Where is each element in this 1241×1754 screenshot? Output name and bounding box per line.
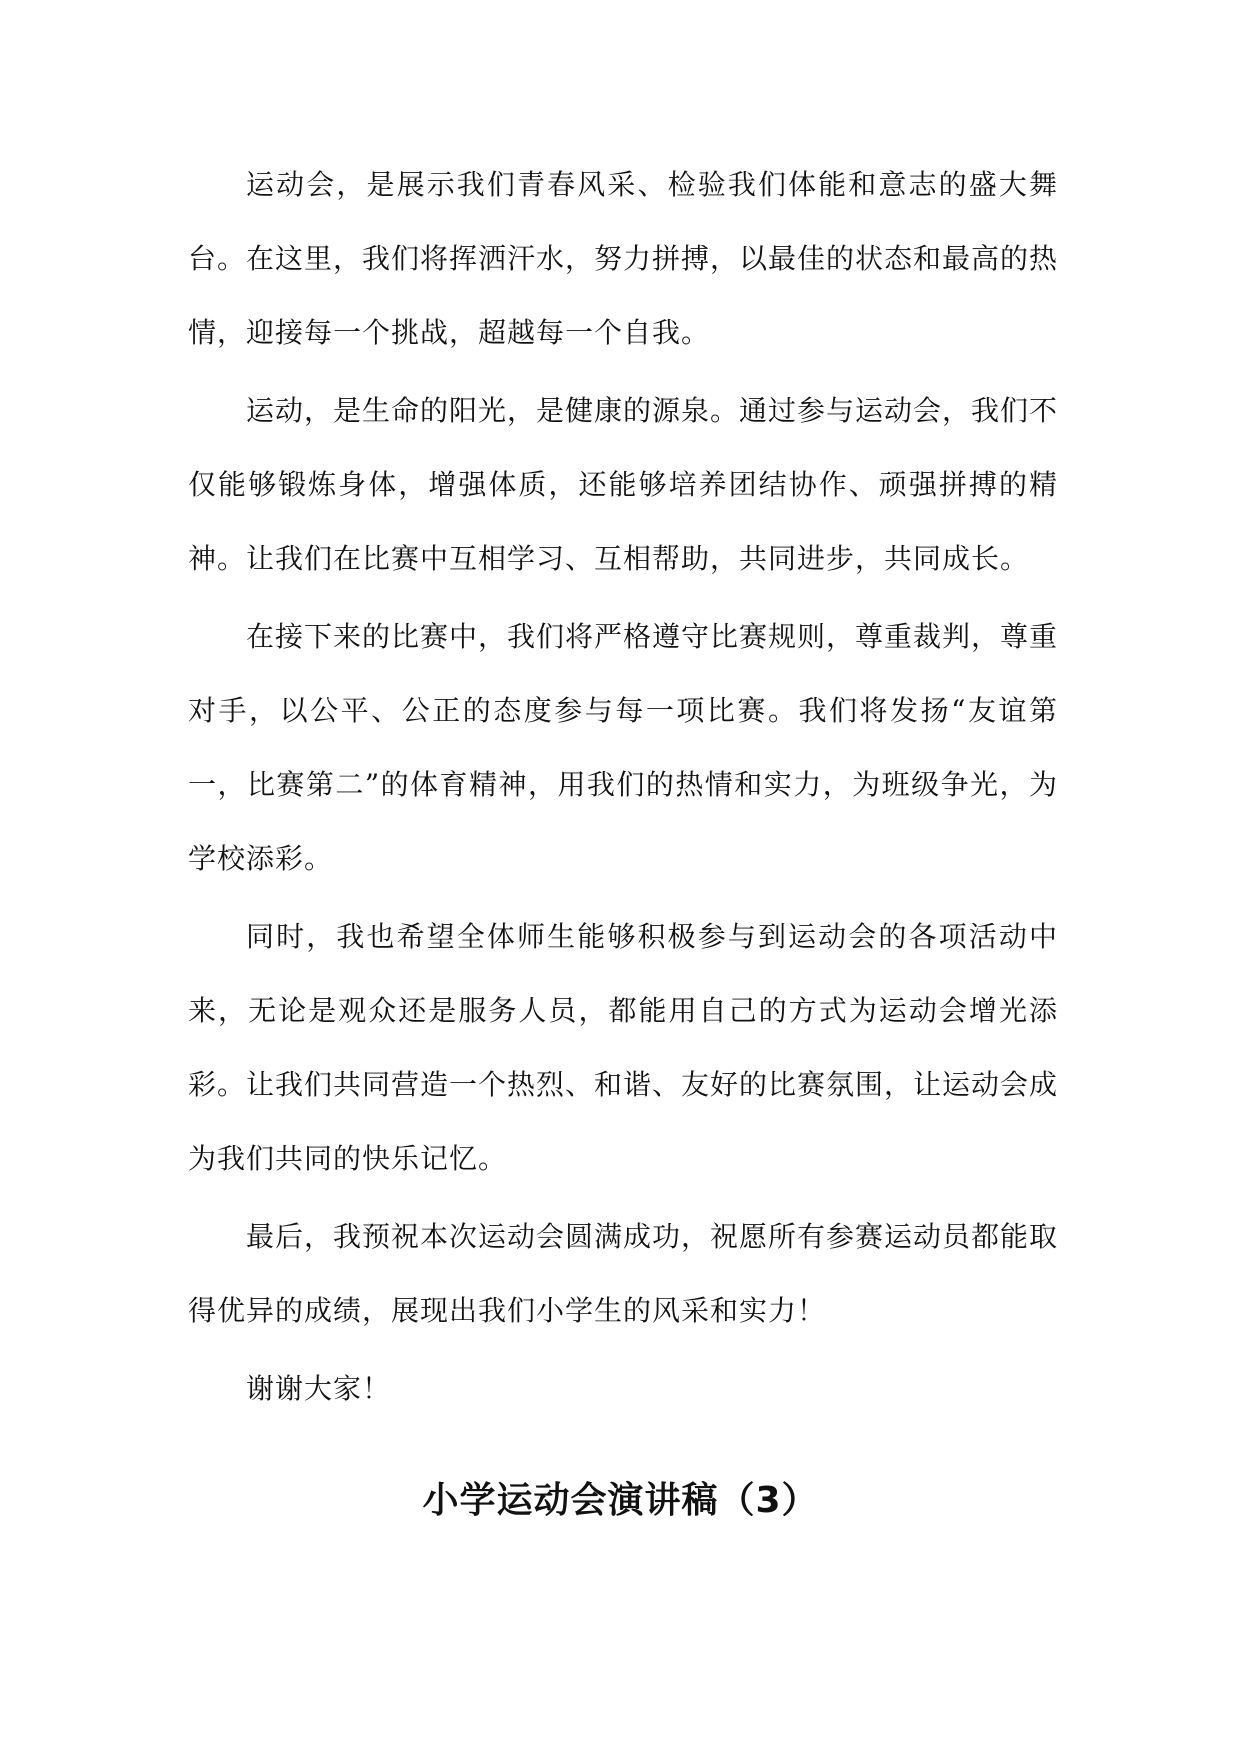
section-title: 小学运动会演讲稿（3） <box>422 1480 819 1521</box>
paragraph-fair-play: 在接下来的比赛中，我们将严格遵守比赛规则，尊重裁判，尊重对手，以公平、公正的态度参与每一项比赛。我们将发扬“友谊第一，比赛第二”的体育精神，用我们的热情和实力，为班级争光，为学校添彩。 <box>188 620 1059 875</box>
paragraph-opening: 运动会，是展示我们青春风采、检验我们体能和意志的盛大舞台。在这里，我们将挥洒汗水，努力拼搏，以最佳的状态和最高的热情，迎接每一个挑战，超越每一个自我。 <box>188 168 1059 349</box>
paragraph-thanks: 谢谢大家！ <box>246 1372 392 1405</box>
paragraph-participation: 同时，我也希望全体师生能够积极参与到运动会的各项活动中来，无论是观众还是服务人员，都能用自己的方式为运动会增光添彩。让我们共同营造一个热烈、和谐、友好的比赛氛围，让运动会成为我们共同的快乐记忆。 <box>188 920 1059 1175</box>
document-body <box>188 148 1058 1430</box>
paragraph-wishes: 最后，我预祝本次运动会圆满成功，祝愿所有参赛运动员都能取得优异的成绩，展现出我们小学生的风采和实力！ <box>188 1220 1059 1327</box>
paragraph-sport-meaning: 运动，是生命的阳光，是健康的源泉。通过参与运动会，我们不仅能够锻炼身体，增强体质，还能够培养团结协作、顽强拼搏的精神。让我们在比赛中互相学习、互相帮助，共同进步，共同成长。 <box>188 394 1059 575</box>
